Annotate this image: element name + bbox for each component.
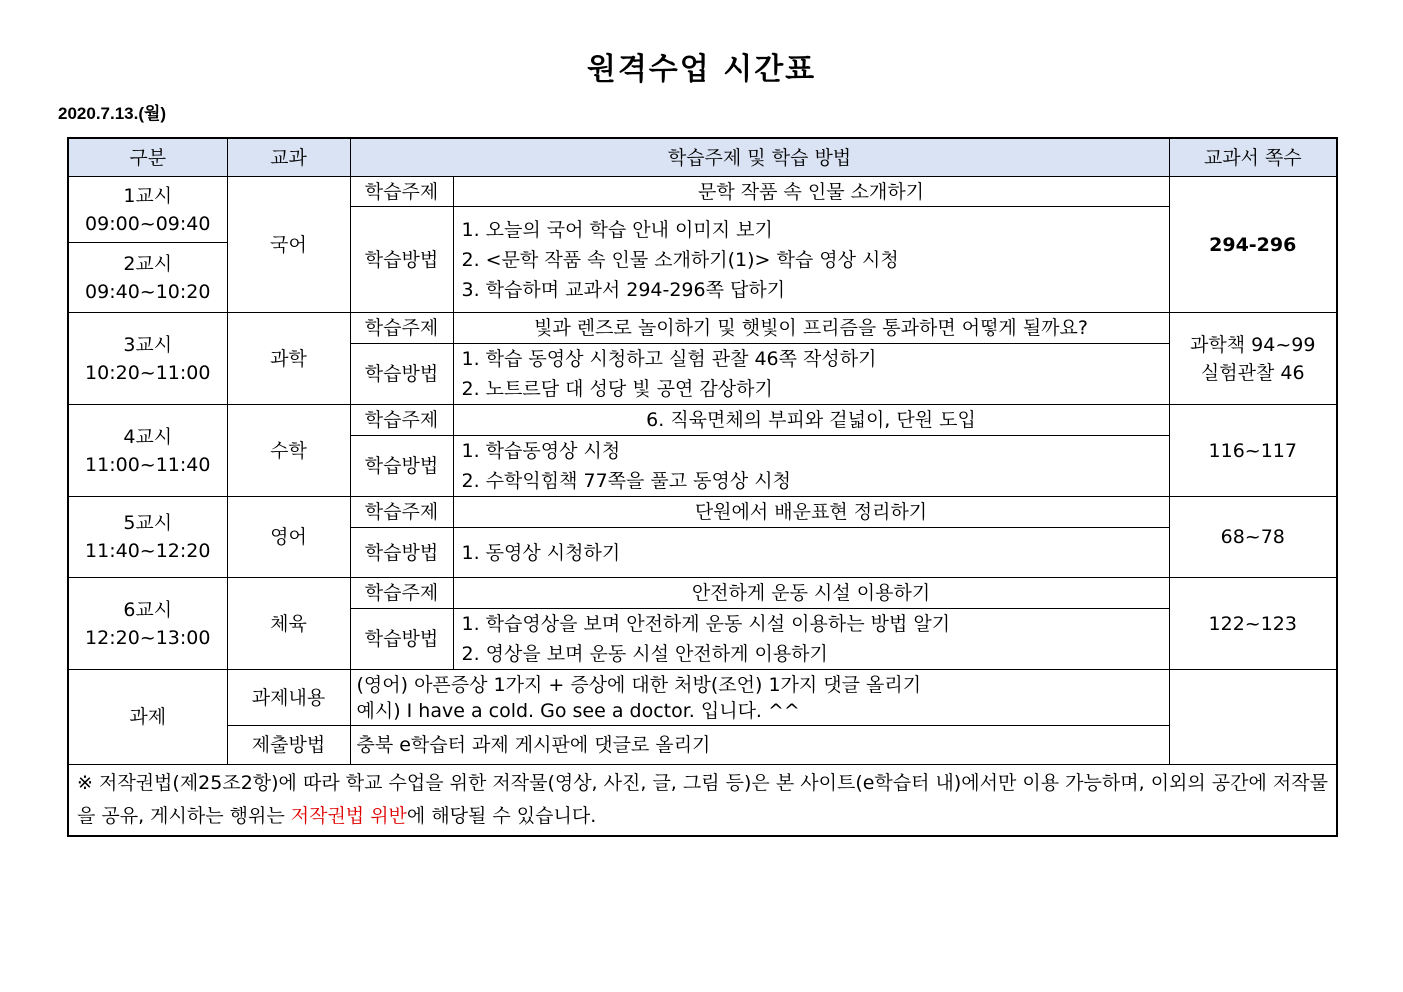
method-item: 1. 동영상 시청하기 — [461, 541, 621, 564]
method-label: 학습방법 — [350, 436, 453, 497]
method-text — [453, 436, 1169, 497]
table-row — [68, 177, 1337, 207]
table-row — [68, 765, 1337, 837]
pages-cell: 116~117 — [1169, 405, 1337, 497]
method-item: 1. 학습동영상 시청 — [461, 440, 621, 462]
document-date: 2020.7.13.(월) — [58, 104, 167, 123]
period-cell — [68, 313, 227, 405]
topic-text: 단원에서 배운표현 정리하기 — [453, 497, 1169, 528]
method-item: 1. 오늘의 국어 학습 안내 이미지 보기 — [461, 218, 773, 241]
method-item: 1. 학습영상을 보며 안전하게 운동 시설 이용하는 방법 알기 — [461, 613, 951, 635]
table-row — [68, 313, 1337, 344]
method-label: 학습방법 — [350, 344, 453, 405]
homework-content-label: 과제내용 — [227, 670, 350, 726]
period-cell — [68, 177, 227, 243]
homework-label: 과제 — [68, 670, 227, 765]
subject-cell: 과학 — [227, 313, 350, 405]
homework-content — [350, 670, 1169, 726]
notice-text-end: 에 해당될 수 있습니다. — [406, 805, 597, 827]
period-time: 12:20~13:00 — [85, 626, 211, 649]
homework-line: (영어) 아픈증상 1가지 + 증상에 대한 처방(조언) 1가지 댓글 올리기 — [356, 673, 922, 696]
header-division: 구분 — [68, 138, 227, 177]
header-topic-method: 학습주제 및 학습 방법 — [350, 138, 1169, 177]
method-item: 3. 학습하며 교과서 294-296쪽 답하기 — [461, 278, 786, 301]
pages-cell — [1169, 313, 1337, 405]
topic-label: 학습주제 — [350, 578, 453, 609]
pages-line: 과학책 94~99 — [1190, 333, 1316, 356]
period-time: 11:00~11:40 — [85, 453, 211, 476]
homework-submit: 충북 e학습터 과제 게시판에 댓글로 올리기 — [350, 726, 1169, 765]
table-row — [68, 726, 1337, 765]
period-time: 09:40~10:20 — [85, 280, 211, 303]
period-cell — [68, 243, 227, 313]
method-item: 1. 학습 동영상 시청하고 실험 관찰 46쪽 작성하기 — [461, 348, 877, 370]
period-cell — [68, 405, 227, 497]
period-cell — [68, 578, 227, 670]
timetable — [67, 137, 1338, 837]
period-name: 3교시 — [123, 333, 173, 356]
subject-cell: 국어 — [227, 177, 350, 313]
period-time: 10:20~11:00 — [85, 361, 211, 384]
subject-cell: 영어 — [227, 497, 350, 578]
table-row — [68, 497, 1337, 528]
topic-text: 안전하게 운동 시설 이용하기 — [453, 578, 1169, 609]
period-name: 2교시 — [123, 252, 173, 275]
topic-text: 6. 직육면체의 부피와 겉넓이, 단원 도입 — [453, 405, 1169, 436]
notice-text: ※ 저작권법(제25조2항)에 따라 학교 수업을 위한 저작물(영상, 사진, 글, 그림 등)은 본 사이트(e학습터 내)에서만 이용 가능하며, 이외의 공간에 저작물을 공유, 게시하는 행위는 — [77, 772, 1328, 827]
topic-text: 문학 작품 속 인물 소개하기 — [453, 177, 1169, 207]
pages-cell: 122~123 — [1169, 578, 1337, 670]
method-label: 학습방법 — [350, 609, 453, 670]
method-text — [453, 609, 1169, 670]
topic-text: 빛과 렌즈로 놀이하기 및 햇빛이 프리즘을 통과하면 어떻게 될까요? — [453, 313, 1169, 344]
homework-pages-empty — [1169, 670, 1337, 765]
period-name: 5교시 — [123, 512, 173, 534]
method-item: 2. 수학익힘책 77쪽을 풀고 동영상 시청 — [461, 470, 791, 492]
homework-submit-label: 제출방법 — [227, 726, 350, 765]
table-row — [68, 578, 1337, 609]
method-text — [453, 344, 1169, 405]
header-subject: 교과 — [227, 138, 350, 177]
period-time: 09:00~09:40 — [85, 212, 211, 235]
method-item: 2. 영상을 보며 운동 시설 안전하게 이용하기 — [461, 643, 828, 665]
topic-label: 학습주제 — [350, 313, 453, 344]
subject-cell: 수학 — [227, 405, 350, 497]
table-row — [68, 670, 1337, 726]
method-text — [453, 207, 1169, 313]
header-row — [68, 138, 1337, 177]
period-name: 4교시 — [123, 425, 173, 448]
period-time: 11:40~12:20 — [85, 540, 211, 562]
method-item: 2. 노트르담 대 성당 빛 공연 감상하기 — [461, 378, 773, 400]
subject-cell: 체육 — [227, 578, 350, 670]
topic-label: 학습주제 — [350, 405, 453, 436]
method-item: 2. <문학 작품 속 인물 소개하기(1)> 학습 영상 시청 — [461, 248, 899, 271]
period-name: 6교시 — [123, 598, 173, 621]
method-text — [453, 528, 1169, 578]
topic-label: 학습주제 — [350, 177, 453, 207]
header-pages: 교과서 쪽수 — [1169, 138, 1337, 177]
table-row — [68, 405, 1337, 436]
homework-line: 예시) I have a cold. Go see a doctor. 입니다. ^^ — [356, 699, 800, 722]
period-name: 1교시 — [123, 184, 173, 207]
topic-label: 학습주제 — [350, 497, 453, 528]
document-title: 원격수업 시간표 — [586, 52, 817, 87]
method-label: 학습방법 — [350, 528, 453, 578]
pages-line: 실험관찰 46 — [1200, 361, 1305, 384]
period-cell — [68, 497, 227, 578]
method-label: 학습방법 — [350, 207, 453, 313]
pages-cell: 68~78 — [1169, 497, 1337, 578]
pages-cell: 294-296 — [1169, 177, 1337, 313]
notice-highlight: 저작권법 위반 — [290, 805, 407, 827]
copyright-notice — [68, 765, 1337, 837]
